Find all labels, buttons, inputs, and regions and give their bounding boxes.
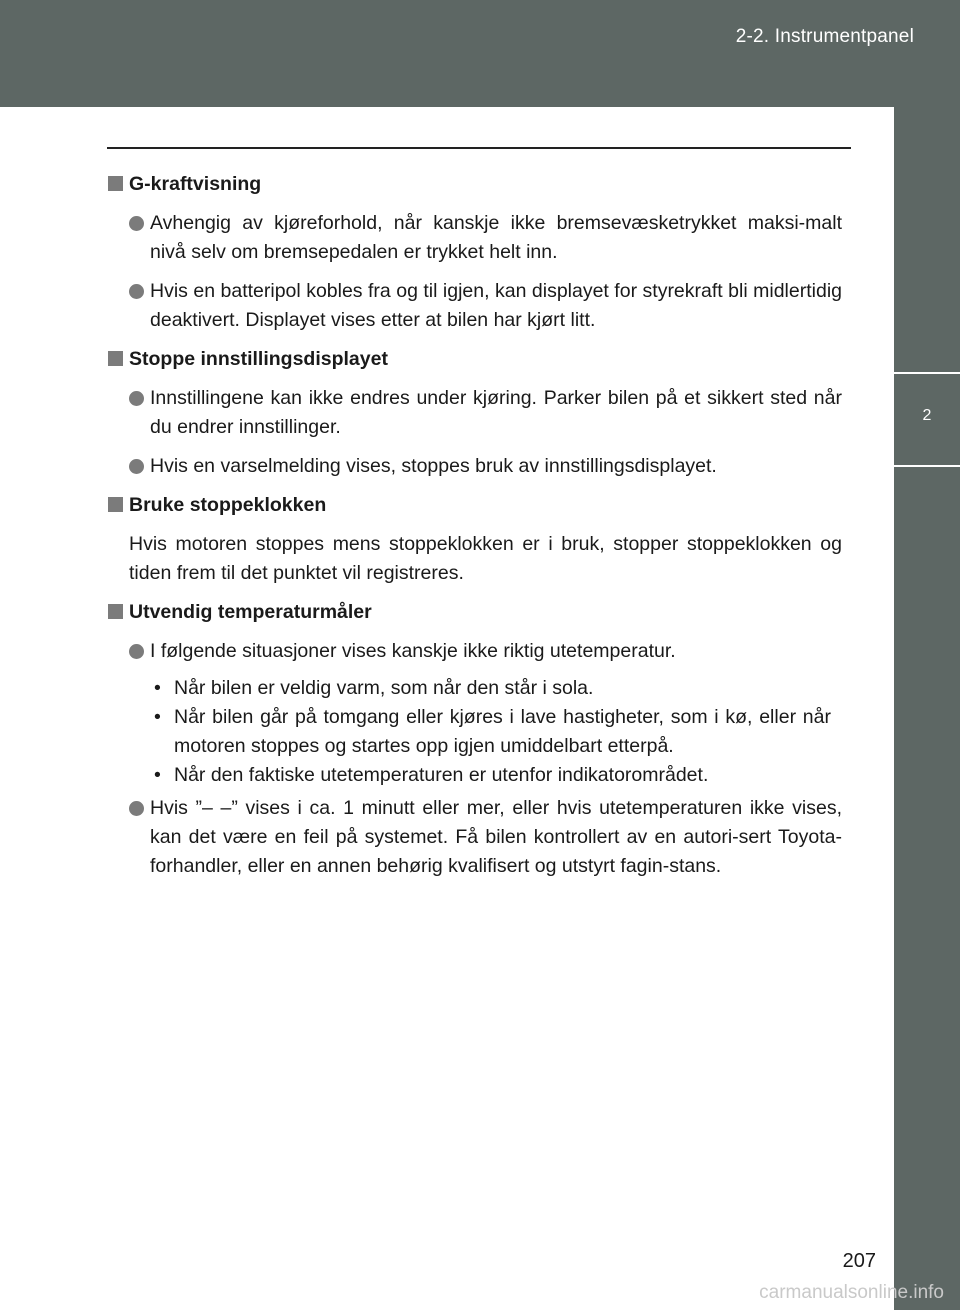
list-item: Hvis en varselmelding vises, stoppes bruk av innstillingsdisplayet. (108, 452, 842, 481)
sub-list-item: • Når bilen går på tomgang eller kjøres i lave hastigheter, som i kø, eller når motoren stoppes og startes opp igjen umiddelbart etterpå. (150, 703, 842, 761)
header-band (0, 0, 960, 107)
side-tab-label-cell (894, 467, 960, 1310)
list-item: I følgende situasjoner vises kanskje ikke riktig utetemperatur. (108, 637, 842, 666)
sub-list-item: • Når den faktiske utetemperaturen er utenfor indikatorområdet. (150, 761, 842, 790)
dot-marker-icon: • (154, 706, 161, 728)
square-bullet-icon (108, 176, 123, 191)
list-item: Innstillingene kan ikke endres under kjøring. Parker bilen på et sikkert sted når du endrer innstillinger. (108, 384, 842, 442)
section-heading: Stoppe innstillingsdisplayet (108, 345, 842, 374)
sub-list (150, 674, 842, 790)
top-rule (107, 147, 851, 149)
section-title: 2-2. Instrumentpanel (735, 26, 914, 47)
list-item: Hvis en batteripol kobles fra og til igjen, kan displayet for styrekraft bli midlertidig deaktivert. Displayet vises etter at bilen har kjørt litt. (108, 277, 842, 335)
list-item: Hvis ”– –” vises i ca. 1 minutt eller mer, eller hvis utetemperaturen ikke vises, kan det være en feil på systemet. Få bilen kontrollert av en autori-sert Toyota-forhandler, eller en annen behørig kvalifisert og utstyrt fagin-stans. (108, 794, 842, 881)
section-heading: G-kraftvisning (108, 170, 842, 199)
circle-bullet-icon (129, 284, 144, 299)
circle-bullet-icon (129, 644, 144, 659)
square-bullet-icon (108, 497, 123, 512)
section-heading: Bruke stoppeklokken (108, 491, 842, 520)
list-item: Avhengig av kjøreforhold, når kanskje ikke bremsevæsketrykket maksi-malt nivå selv om bremsepedalen er trykket helt inn. (108, 209, 842, 267)
circle-bullet-icon (129, 216, 144, 231)
side-tab-number-cell (894, 372, 960, 467)
square-bullet-icon (108, 604, 123, 619)
watermark: carmanualsonline.info (759, 1282, 944, 1303)
square-bullet-icon (108, 351, 123, 366)
circle-bullet-icon (129, 391, 144, 406)
dot-marker-icon: • (154, 764, 161, 786)
dot-marker-icon: • (154, 677, 161, 699)
chapter-label: Når du kjører (37, 482, 56, 587)
page-number: 207 (842, 1250, 876, 1272)
circle-bullet-icon (129, 459, 144, 474)
section-heading: Utvendig temperaturmåler (108, 598, 842, 627)
sub-list-item: • Når bilen er veldig varm, som når den står i sola. (150, 674, 842, 703)
side-tab-upper (894, 107, 960, 372)
chapter-number: 2 (922, 407, 932, 424)
page-content (108, 170, 842, 891)
paragraph: Hvis motoren stoppes mens stoppeklokken er i bruk, stopper stoppeklokken og tiden frem til det punktet vil registreres. (129, 533, 842, 584)
circle-bullet-icon (129, 801, 144, 816)
